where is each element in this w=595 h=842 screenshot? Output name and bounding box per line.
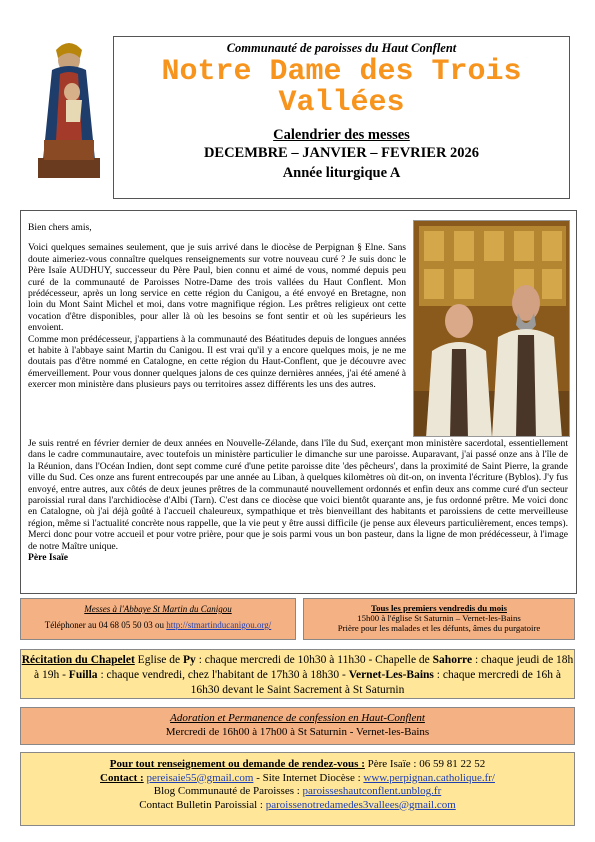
adoration-title: Adoration et Permanence de confession en Haut-Conflent (170, 712, 425, 724)
contact-email-link[interactable]: pereisaie55@gmail.com (146, 771, 254, 784)
contact-line-3 (21, 785, 574, 799)
rosary-place-vernet: Vernet-Les-Bains (348, 669, 434, 681)
priests-photo (413, 220, 570, 437)
abbaye-masses-box (20, 598, 296, 640)
letter-paragraph-1: Voici quelques semaines seulement, que je suis arrivé dans le diocèse de Perpignan § Elne. Sans doute aimeriez-vous connaître quelques renseignements sur votre nouveau curé ? Je suis donc le Père Isaïe AUDHUY, successeur du Père Paul, bien connu et aimé de vous, nommé depuis peu curé de la communauté de Paroisses Notre-Dame des trois vallées du Haut Conflent. Mon prédécesseur, après un long service en cette région du Canigou, a été envoyé en Bretagne, non loin du Mont Saint Michel et moi, dans votre magnifique région. Les prêtres religieux ont cette vocation d'être disponibles, pour aller là où les besoins se font sentir et où les supérieurs les envoient. (28, 242, 406, 334)
first-fridays-title: Tous les premiers vendredis du mois (371, 603, 507, 613)
contact-line-1 (21, 758, 574, 772)
months-heading: DECEMBRE – JANVIER – FEVRIER 2026 (203, 145, 480, 161)
letter-top-text (28, 222, 406, 391)
adoration-schedule: Mercredi de 16h00 à 17h00 à St Saturnin - Vernet-les-Bains (165, 726, 430, 738)
letter-greeting: Bien chers amis, (28, 222, 92, 233)
rosary-text-3: : chaque jeudi de 18h à 19h - (33, 654, 574, 681)
rosary-title: Récitation du Chapelet (21, 654, 135, 666)
abbaye-phone-line (21, 620, 295, 630)
contact-phone: Père Isaïe : 06 59 81 22 52 (364, 758, 486, 770)
rosary-place-py: Py (183, 654, 196, 666)
contact-label: Contact : (100, 771, 144, 784)
first-fridays-line-2: Prière pour les malades et les défunts, âmes du purgatoire (337, 623, 541, 633)
letter-paragraph-3: Je suis rentré en février dernier de deux années en Nouvelle-Zélande, dans l'île du Sud, exerçant mon ministère sacerdotal, essentiellement dans le cadre communautaire, avec toutefois un ministère particulier le dimanche sur une paroisse. Auparavant, j'ai passé onze ans à l'île de la Réunion, dans l'Océan Indien, dont sept comme curé d'une petite paroisse dite 'des pêcheurs', dans la proximité de Saint Pierre, la grande ville du Sud. Ces onze ans furent entrecoupés par une année au Liban, à quelques kilomètres où dit-on, on inventa l'écriture (Byblos). J'y fus envoyé, entre autres, aux côtés de deux jeunes prêtres de la communauté nouvellement ordonnés et enfin deux ans comme curé d'un secteur paroissial rural dans l'archidiocèse d'Albi (Tarn). C'est dans ce diocèse que voici bientôt quarante ans, je fus ordonné prêtre. Me voici donc en Catalogne, où j'ai déjà goûté à l'accueil chaleureux, sympathique et très bienveillant des habitants et paroissiens de cette merveilleuse région, même si l'actualité concrète nous rappelle, que la vie peut y être aussi difficile (je pense aux éleveurs particulièrement, ences temps). Merci donc pour votre accueil et pour votre prière, pour que je sois parmi vous un bon pasteur, dans la ligne de mon prédécesseur, à l'image de notre Maître unique. (28, 438, 568, 552)
diocese-site-link[interactable]: www.perpignan.catholique.fr/ (363, 771, 495, 784)
blog-link[interactable]: paroisseshautconflent.unblog.fr (302, 785, 442, 797)
contact-box (20, 752, 575, 826)
letter-signature: Père Isaïe (28, 552, 69, 564)
rosary-box (20, 649, 575, 699)
contact-line-4 (21, 799, 574, 813)
title-line-2: Vallées (278, 86, 405, 120)
rosary-place-sahorre: Sahorre (432, 654, 473, 666)
contact-line-2 (21, 772, 574, 786)
bulletin-email-link[interactable]: paroissenotredamedes3vallees@gmail.com (265, 798, 456, 811)
blog-text: Blog Communauté de Paroisses : (153, 785, 303, 797)
liturgical-year: Année liturgique A (282, 165, 401, 181)
adoration-box (20, 707, 575, 745)
first-fridays-line-1: 15h00 à l'église St Saturnin – Vernet-les-Bains (357, 613, 521, 623)
letter-bottom-text (28, 438, 568, 563)
abbaye-website-link[interactable]: http://stmartinducanigou.org/ (166, 620, 272, 630)
contact-info-label: Pour tout renseignement ou demande de rendez-vous : (109, 758, 365, 770)
rosary-text-4: : chaque vendredi, chez l'habitant de 17h30 à 18h30 - (97, 669, 349, 681)
letter-paragraph-2: Comme mon prédécesseur, j'appartiens à la communauté des Béatitudes depuis de longues années et habite à l'abbaye saint Martin du Canigou. Il est vrai qu'il y a encore quelques mois, je ne me doutais pas d'être nommé en Catalogne, en cette région du Haut-Conflent, que je découvre avec émerveillement. Pour vous donner quelques jalons de ces quinze dernières années, j'ai été amené à exercer mon ministère dans plusieurs pays ou territoires assez différents les uns des autres. (28, 333, 406, 391)
first-fridays-box (303, 598, 575, 640)
rosary-text-5: : chaque mercredi de 16h à 16h30 devant le Saint Sacrement à St Saturnin (190, 669, 561, 696)
parish-name: Communauté de paroisses du Haut Conflent (226, 41, 457, 55)
diocese-site-text: - Site Internet Diocèse : (253, 771, 364, 784)
rosary-place-fuilla: Fuilla (68, 669, 98, 681)
virgin-and-child-statue-image (30, 40, 108, 182)
calendar-heading: Calendrier des messes (273, 127, 410, 143)
title-line-1: Notre Dame des Trois (161, 55, 522, 89)
rosary-text-2: : chaque mercredi de 10h30 à 11h30 - Chapelle de (195, 654, 433, 666)
bulletin-text: Contact Bulletin Paroissial : (139, 798, 266, 811)
header-box (113, 36, 570, 199)
rosary-text-1: Eglise de (134, 654, 184, 666)
abbaye-phone-text: Téléphoner au 04 68 05 50 03 ou (44, 620, 167, 630)
abbaye-title: Messes à l'Abbaye St Martin du Canigou (84, 604, 232, 614)
